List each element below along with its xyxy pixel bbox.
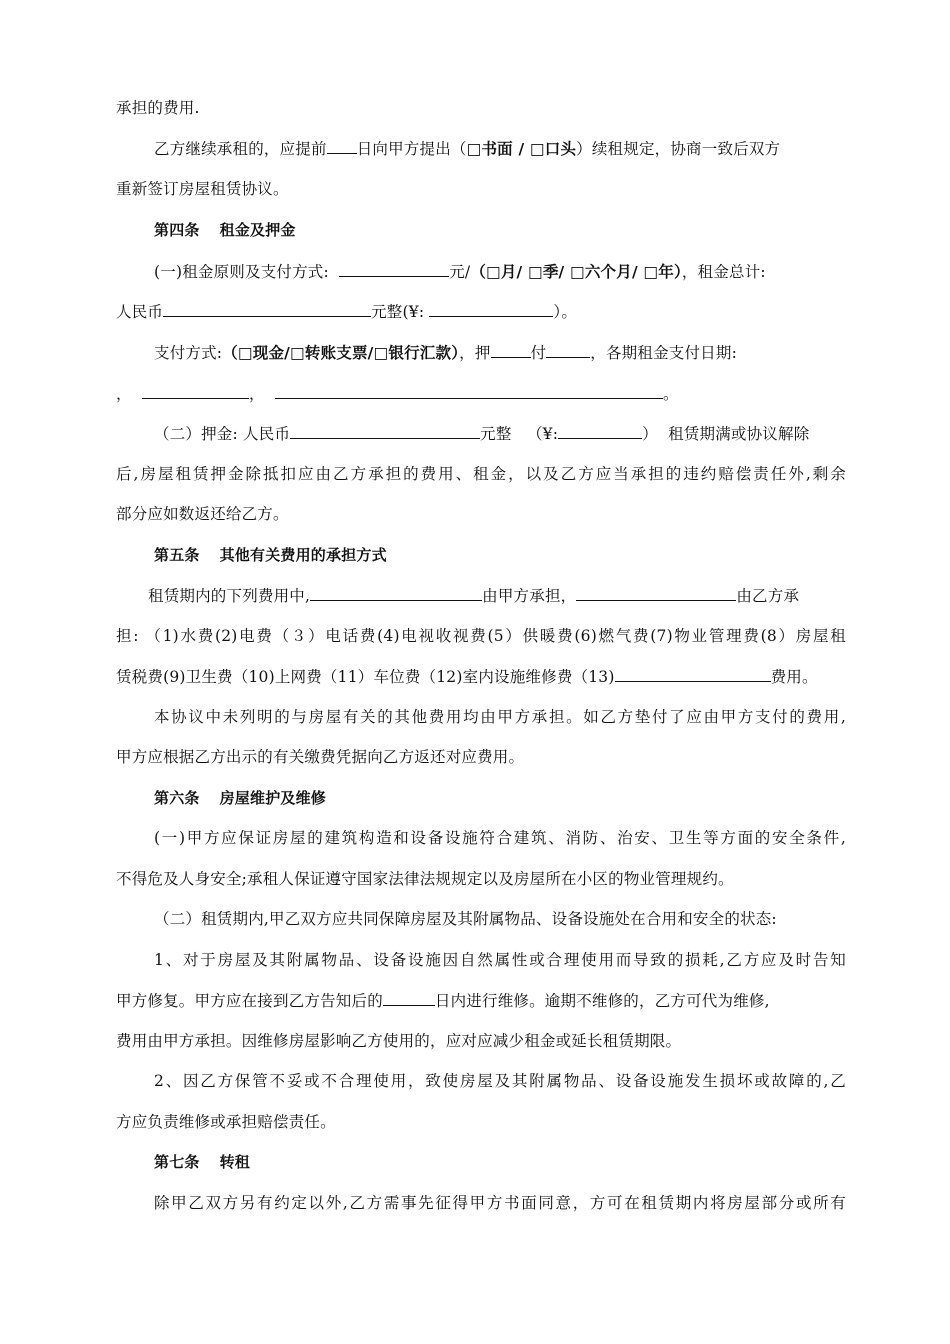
paragraph-line: 费用由甲方承担。因维修房屋影响乙方使用的，应对应减少租金或延长租赁期限。 [116, 1032, 682, 1050]
repair-days-blank[interactable] [383, 989, 435, 1006]
article-7-heading: 第七条 转租 [154, 1153, 251, 1171]
deposit-yen-blank[interactable] [558, 422, 642, 439]
renewal-method-options: □书面 / □口头 [466, 140, 577, 158]
paragraph-line: 方应负责维修或承担赔偿责任。 [116, 1113, 336, 1131]
paragraph-line: 1、对于房屋及其附属物品、设备设施因自然属性或合理使用而导致的损耗,乙方应及时告知 [154, 951, 846, 969]
other-fees-blank[interactable] [615, 665, 771, 682]
payment-dates-line: ， ， 。 [116, 382, 846, 405]
deposit-rmb-blank[interactable] [290, 422, 480, 439]
payment-date-blank-1[interactable] [142, 382, 249, 399]
repair-days-line: 甲方修复。甲方应在接到乙方告知后的 日内进行维修。逾期不维修的，乙方可代为维修, [116, 989, 846, 1012]
landlord-fees-blank[interactable] [310, 584, 482, 601]
fees-allocation-line: 租赁期内的下列费用中, 由甲方承担， 由乙方承 [148, 584, 846, 607]
tenant-fees-blank[interactable] [576, 584, 736, 601]
fees-list-line-2: 赁税费(9)卫生费（10)上网费（11）车位费（12)室内设施维修费（13) 费用。 [116, 665, 846, 688]
article-6-heading: 第六条 房屋维护及维修 [154, 789, 327, 807]
rent-total-yen-blank[interactable] [429, 300, 553, 317]
paragraph-line: 2、因乙方保管不妥或不合理使用，致使房屋及其附属物品、设备设施发生损坏或故障的,乙 [154, 1072, 846, 1090]
paragraph-line: 本协议中未列明的与房屋有关的其他费用均由甲方承担。如乙方垫付了应由甲方支付的费用, [154, 708, 846, 726]
rent-period-options: （□月/ □季/ □六个月/ □年） [470, 263, 682, 281]
payment-method-options: （□现金/□转账支票/□银行汇款） [222, 344, 460, 362]
payment-date-blank-2[interactable] [275, 382, 663, 399]
paragraph-line: 除甲乙双方另有约定以外,乙方需事先征得甲方书面同意，方可在租赁期内将房屋部分或所有 [154, 1194, 846, 1212]
paragraph-line: 承担的费用. [116, 99, 200, 117]
payment-months-blank[interactable] [546, 341, 590, 358]
paragraph-line: 重新签订房屋租赁协议。 [116, 180, 289, 198]
fees-list-line: 担: （1)水费(2)电费（３）电话费(4)电视收视费(5）供暖费(6)燃气费(7)物业管理费(8）房屋租 [116, 627, 846, 645]
rent-total-line: 人民币 元整(¥: ）。 [116, 300, 846, 323]
payment-method-line: 支付方式:（□现金/□转账支票/□银行汇款），押 付 ，各期租金支付日期: [154, 341, 846, 364]
rent-total-rmb-blank[interactable] [163, 300, 371, 317]
article-5-heading: 第五条 其他有关费用的承担方式 [154, 546, 387, 564]
renewal-line: 乙方继续承租的，应提前 日向甲方提出（□书面 / □口头）续租规定，协商一致后双方 [154, 137, 846, 160]
deposit-months-blank[interactable] [491, 341, 531, 358]
paragraph-line: 部分应如数返还给乙方。 [116, 505, 289, 523]
paragraph-line: （二）租赁期内,甲乙双方应共同保障房屋及其附属物品、设备设施处在合用和安全的状态: [154, 910, 777, 928]
rent-amount-blank[interactable] [339, 260, 449, 277]
paragraph-line: (一)甲方应保证房屋的建筑构造和设备设施符合建筑、消防、治安、卫生等方面的安全条件, [154, 829, 846, 847]
deposit-line: （二）押金: 人民币 元整 （¥: ） 租赁期满或协议解除 [154, 422, 846, 445]
rent-principle-line: (一)租金原则及支付方式: 元/（□月/ □季/ □六个月/ □年），租金总计: [154, 260, 846, 283]
article-4-heading: 第四条 租金及押金 [154, 221, 296, 239]
notice-days-blank[interactable] [327, 137, 357, 154]
paragraph-line: 甲方应根据乙方出示的有关缴费凭据向乙方返还对应费用。 [116, 748, 525, 766]
paragraph-line: 后,房屋租赁押金除抵扣应由乙方承担的费用、租金，以及乙方应当承担的违约赔偿责任外,剩余 [116, 465, 846, 483]
paragraph-line: 不得危及人身安全;承租人保证遵守国家法律法规规定以及房屋所在小区的物业管理规约。 [116, 870, 734, 888]
